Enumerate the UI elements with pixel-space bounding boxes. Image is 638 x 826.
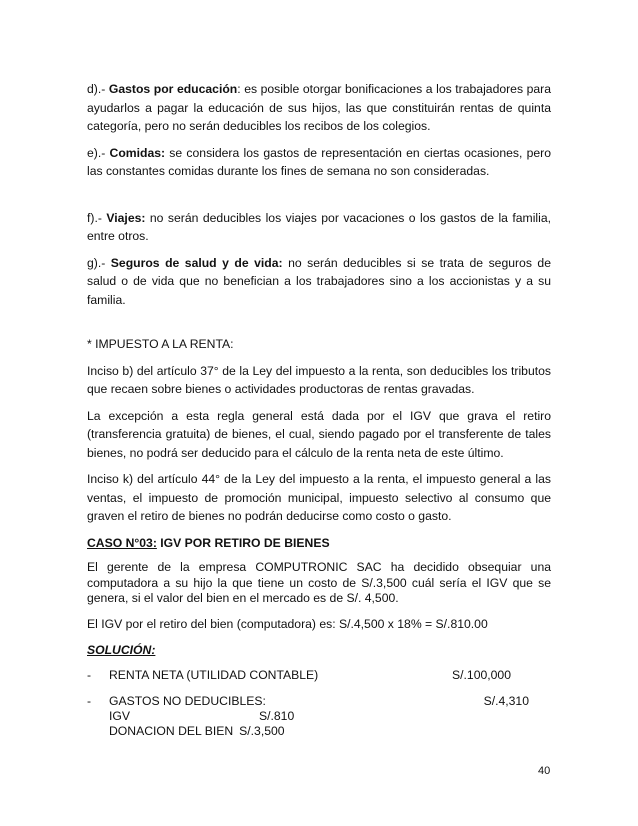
item-body: no serán deducibles los viajes por vacaciones o los gastos de la familia, entre otros. [87,210,551,243]
renta-neta-content [109,668,551,683]
paragraph-excepcion: La excepción a esta regla general está dada por el IGV que grava el retiro (transferencia gratuita) de bienes, el cual, siendo pagado por el transferente de tales bienes, no podrá ser deducido para el cálculo de la renta neta de este último. [87,408,551,460]
item-body: no serán deducibles si se trata de seguros de salud o de vida que no benefician a los trabajadores sino a los accionistas y a su familia. [87,255,551,307]
solucion-heading [87,641,551,660]
paragraph-gerente: El gerente de la empresa COMPUTRONIC SAC ha decidido obsequiar una computadora a su hijo la que tiene un costo de S/.3,500 cuál sería el IGV que se genera, si el valor del bien en el mercado es de S/. 4,500. [87,560,551,605]
paragraph-g [87,254,551,310]
renta-neta-row [87,668,551,683]
item-prefix: d).- [87,82,109,96]
item-title: Seguros de salud y de vida: [110,255,283,270]
item-body: se considera los gastos de representación en ciertas ocasiones, pero las constantes comidas durante los fines de semana no son consideradas. [87,145,551,178]
impuesto-heading: * IMPUESTO A LA RENTA: [87,337,234,351]
gastos-header [109,694,551,709]
gastos-item-label: DONACION DEL BIEN [109,723,234,738]
gastos-item-label: IGV [109,708,130,723]
gastos-content [109,694,551,739]
gastos-label: GASTOS NO DEDUCIBLES: [109,693,266,708]
caso-title: IGV POR RETIRO DE BIENES [156,535,330,550]
renta-neta-value: S/.100,000 [452,667,511,682]
gastos-value: S/.4,310 [483,693,529,708]
gastos-item-igv [109,709,551,724]
solucion-label: SOLUCIÓN: [87,643,156,657]
item-title: Viajes: [106,210,146,225]
item-prefix: f).- [87,210,107,225]
item-body: : es posible otorgar bonificaciones a los trabajadores para ayudarlos a pagar la educación de sus hijos, las que constituirán rentas de quinta categoría, pero no serán deducibles los recibos de los colegios. [87,82,552,133]
gastos-item-donacion [109,724,551,739]
gastos-item-value: S/.3,500 [239,723,285,738]
item-title: Comidas: [109,145,166,160]
caso-heading [87,534,551,553]
item-prefix: e).- [87,145,110,160]
document-body [87,80,551,750]
list-dash: - [87,693,92,708]
paragraph-inciso-k: Inciso k) del artículo 44° de la Ley del impuesto a la renta, el impuesto general a las ventas, el impuesto de promoción municipal, impuesto selectivo al consumo que graven el retiro de bienes no podrán deducirse como costo o gasto. [87,472,551,523]
item-prefix: g).- [87,255,111,270]
item-title: Gastos por educación [108,82,238,96]
paragraph-f [87,209,551,246]
page-number: 40 [538,765,551,777]
paragraph-inciso-b: Inciso b) del artículo 37° de la Ley del impuesto a la renta, son deducibles los tributos que recaen sobre bienes o actividades productoras de rentas gravadas. [87,363,551,396]
paragraph-d [87,80,551,136]
list-dash: - [87,667,92,682]
gastos-row [87,694,551,739]
caso-label: CASO N°03: [87,535,157,550]
gastos-item-value: S/.810 [259,708,295,723]
paragraph-e [87,144,551,181]
igv-line: El IGV por el retiro del bien (computadora) es: S/.4,500 x 18% = S/.810.00 [87,616,488,631]
renta-neta-label: RENTA NETA (UTILIDAD CONTABLE) [109,667,319,682]
